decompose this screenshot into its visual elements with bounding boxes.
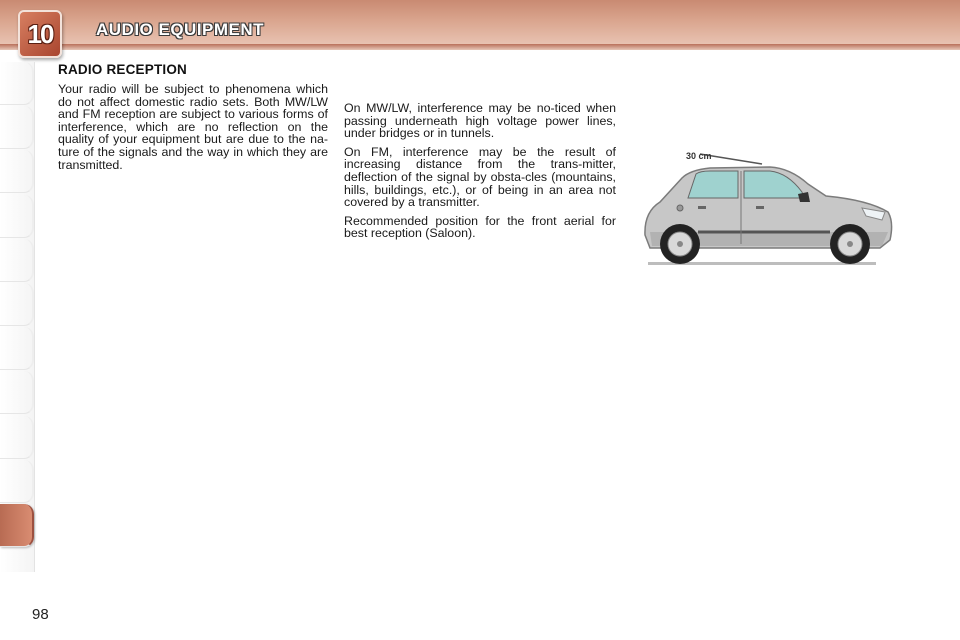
- car-illustration: [630, 140, 900, 270]
- chapter-number: 10: [27, 18, 53, 49]
- intro-paragraph: Your radio will be subject to phenomena which do not affect domestic radio sets. Both MW/LW and FM reception are subject to various forms of interference, which are no reflection on the quality of your equipment but are due to the na-ture of the signals and the way in which they are transmitted.: [58, 82, 328, 172]
- header-divider: [0, 44, 960, 50]
- chapter-tab-9[interactable]: [0, 416, 34, 459]
- chapter-tab-1[interactable]: [0, 62, 34, 105]
- page-number: 98: [32, 606, 49, 623]
- aerial-paragraph: Recommended position for the front aerial for best reception (Saloon).: [344, 213, 616, 241]
- chapter-tab-6[interactable]: [0, 283, 34, 326]
- chapter-tab-3[interactable]: [0, 150, 34, 193]
- front-wheel-icon: [830, 224, 870, 264]
- aerial-position-label: 30 cm: [686, 151, 712, 161]
- rear-wheel-icon: [660, 224, 700, 264]
- mw-lw-paragraph: On MW/LW, interference may be no-ticed when passing underneath high voltage power lines, under bridges or in tunnels.: [344, 101, 616, 141]
- right-column: [344, 102, 616, 246]
- chapter-title: AUDIO EQUIPMENT: [96, 20, 265, 39]
- side-tab-strip: [0, 62, 35, 572]
- chapter-tab-10[interactable]: [0, 460, 34, 503]
- chapter-tab-4[interactable]: [0, 195, 34, 238]
- chapter-tab-2[interactable]: [0, 106, 34, 149]
- section-title: RADIO RECEPTION: [58, 62, 188, 77]
- chapter-badge: [18, 10, 62, 58]
- chapter-tab-5[interactable]: [0, 239, 34, 282]
- chapter-tab-11[interactable]: [0, 504, 34, 547]
- chapter-tab-7[interactable]: [0, 327, 34, 370]
- fm-paragraph: On FM, interference may be the result of increasing distance from the trans-mitter, deflection of the signal by obsta-cles (mountains, hills, buildings, etc.), or of being in an area not covered by a transmitter.: [344, 144, 616, 210]
- rear-window-icon: [688, 171, 738, 198]
- left-column: [58, 83, 328, 177]
- chapter-tab-8[interactable]: [0, 371, 34, 414]
